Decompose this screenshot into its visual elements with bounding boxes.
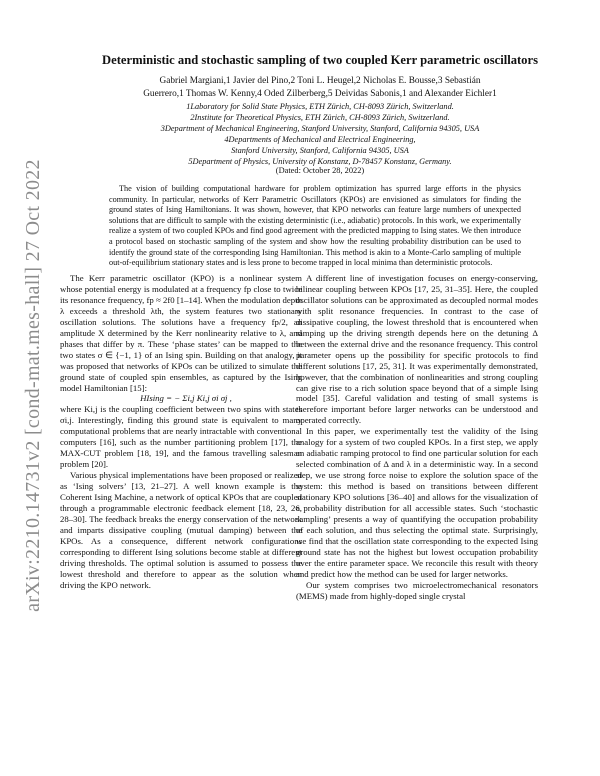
arxiv-stamp-text: arXiv:2210.14731v2 [cond-mat.mes-hall] 27 Oct 2022 — [21, 158, 44, 612]
dated-line: (Dated: October 28, 2022) — [275, 166, 365, 175]
right-column — [296, 273, 538, 602]
paragraph: Various physical implementations have been proposed or realized as ‘Ising solvers’ [13, 21–27]. A well known example is the Coherent Ising Machine, a network of optical KPOs that are coupled through a programmable electronic feedback element [18, 23, 26, 28–30]. The feedback breaks the energy conservation of the network and imparts dissipative coupling (mutual damping) between the KPOs. As a consequence, different network configurations corresponding to different Ising solutions become stable at different driving thresholds. The optimal solution is assumed to possess the lowest threshold and therefore to appear as the solution when driving the KPO network. — [60, 470, 302, 590]
arxiv-stamp — [14, 150, 52, 620]
paragraph: The Kerr parametric oscillator (KPO) is a nonlinear system whose potential energy is modulated at a frequency fp close to twice its resonance frequency, fp ≈ 2f0 [1–14]. When the modulation depth λ exceeds a threshold λth, the system features two stationary oscillation solutions. The solutions have a frequency fp/2, an amplitude X determined by the Kerr nonlinearity relative to λ, and phases that differ by π. These ‘phase states’ can be mapped to the two states σ ∈ {−1, 1} of an Ising spin. Building on that analogy, it was proposed that networks of KPOs can be utilized to simulate the ground state of coupled spin ensembles, as captured by the Ising model Hamiltonian [15]: — [60, 273, 302, 393]
author-list — [80, 75, 560, 100]
paragraph: where Ki,j is the coupling coefficient between two spins with states σi,j. Interestingly, finding this ground state is equivalent to many computational problems that are nearly intractable with conventional computers [16], such as the number partitioning problem [17], the MAX-CUT problem [18, 19], and the famous travelling salesman problem [20]. — [60, 404, 302, 470]
affiliation: 3Department of Mechanical Engineering, Stanford University, Stanford, California 94305, USA — [160, 123, 480, 133]
affiliation: 1Laboratory for Solid State Physics, ETH Zürich, CH-8093 Zürich, Switzerland. — [186, 102, 454, 111]
abstract: The vision of building computational hardware for problem optimization has spurred large efforts in the physics community. In particular, networks of Kerr Parametric Oscillators (KPOs) are envisioned as simulators for finding the ground states of Ising Hamiltonians. It was shown, however, that KPO networks can feature large numbers of unexpected solutions that are difficult to sample with the existing deterministic (i.e., adiabatic) protocols. In this work, we experimentally realize a system of two coupled KPOs and find good agreement with the predicted mapping to Ising states. We then introduce a protocol based on stochastic sampling of the system and show how the resulting probability distribution can be used to identify the ground state of the corresponding Ising Hamiltonian. This method is akin to a Monte-Carlo sampling of multiple out-of-equilibrium stationary states and is less prone to become trapped in local minima than deterministic protocols. — [109, 184, 521, 268]
left-column — [60, 273, 302, 591]
paragraph: In this paper, we experimentally test the validity of the Ising analogy for a system of two coupled KPOs. In a first step, we apply an adiabatic ramping protocol to find one particular solution for each selected combination of Δ and λ in a deterministic way. In a second step, we use strong force noise to explore the solution space of the system: this method is based on transitions between different stationary KPO solutions [36–40] and allows for the visualization of a probability distribution for all accessible states. Such ‘stochastic sampling’ presents a way of quantifying the occupation probability of each solution, and thus selecting the optimal state. Surprisingly, we find that the oscillation state corresponding to the expected Ising ground state has not the highest but lowest occupation probability over the entire parameter space. We reconcile this result with theory and predict how the method can be used for larger networks. — [296, 426, 538, 579]
affiliation: 2Institute for Theoretical Physics, ETH Zürich, CH-8093 Zürich, Switzerland. — [190, 112, 450, 122]
affiliation-list — [80, 102, 560, 167]
paper-title: Deterministic and stochastic sampling of two coupled Kerr parametric oscillators — [102, 53, 538, 67]
paragraph: A different line of investigation focuses on energy-conserving, bilinear coupling between KPOs [17, 25, 31–35]. Here, the coupled oscillator solutions can be approximated as decoupled normal modes with split resonance frequencies. In contrast to the case of dissipative coupling, the lowest threshold that is encountered when ramping up the driving strength depends here on the detuning Δ between the external drive and the resonance frequency. This control parameter opens up the possibility for specific protocols to find different solutions [17, 25, 31]. It was experimentally demonstrated, however, that the combination of nonlinearities and strong coupling can give rise to a rich solution space beyond that of a simple Ising model [35]. Careful validation and testing of small systems is therefore important before larger networks can be understood and operated correctly. — [296, 273, 538, 426]
affiliation: Stanford University, Stanford, California 94305, USA — [231, 145, 409, 155]
paragraph: Our system comprises two microelectromechanical resonators (MEMS) made from highly-doped single crystal — [296, 579, 538, 601]
authors-line: Guerrero,1 Thomas W. Kenny,4 Oded Zilberberg,5 Deividas Sabonis,1 and Alexander Eichler1 — [143, 88, 497, 99]
affiliation: 5Department of Physics, University of Konstanz, D-78457 Konstanz, Germany. — [188, 156, 452, 166]
ising-hamiltonian-equation: HIsing = − Σi,j Ki,j σi σj , — [140, 393, 232, 404]
affiliation: 4Departments of Mechanical and Electrical Engineering, — [224, 134, 416, 144]
authors-line: Gabriel Margiani,1 Javier del Pino,2 Toni L. Heugel,2 Nicholas E. Bousse,3 Sebastián — [159, 76, 481, 86]
